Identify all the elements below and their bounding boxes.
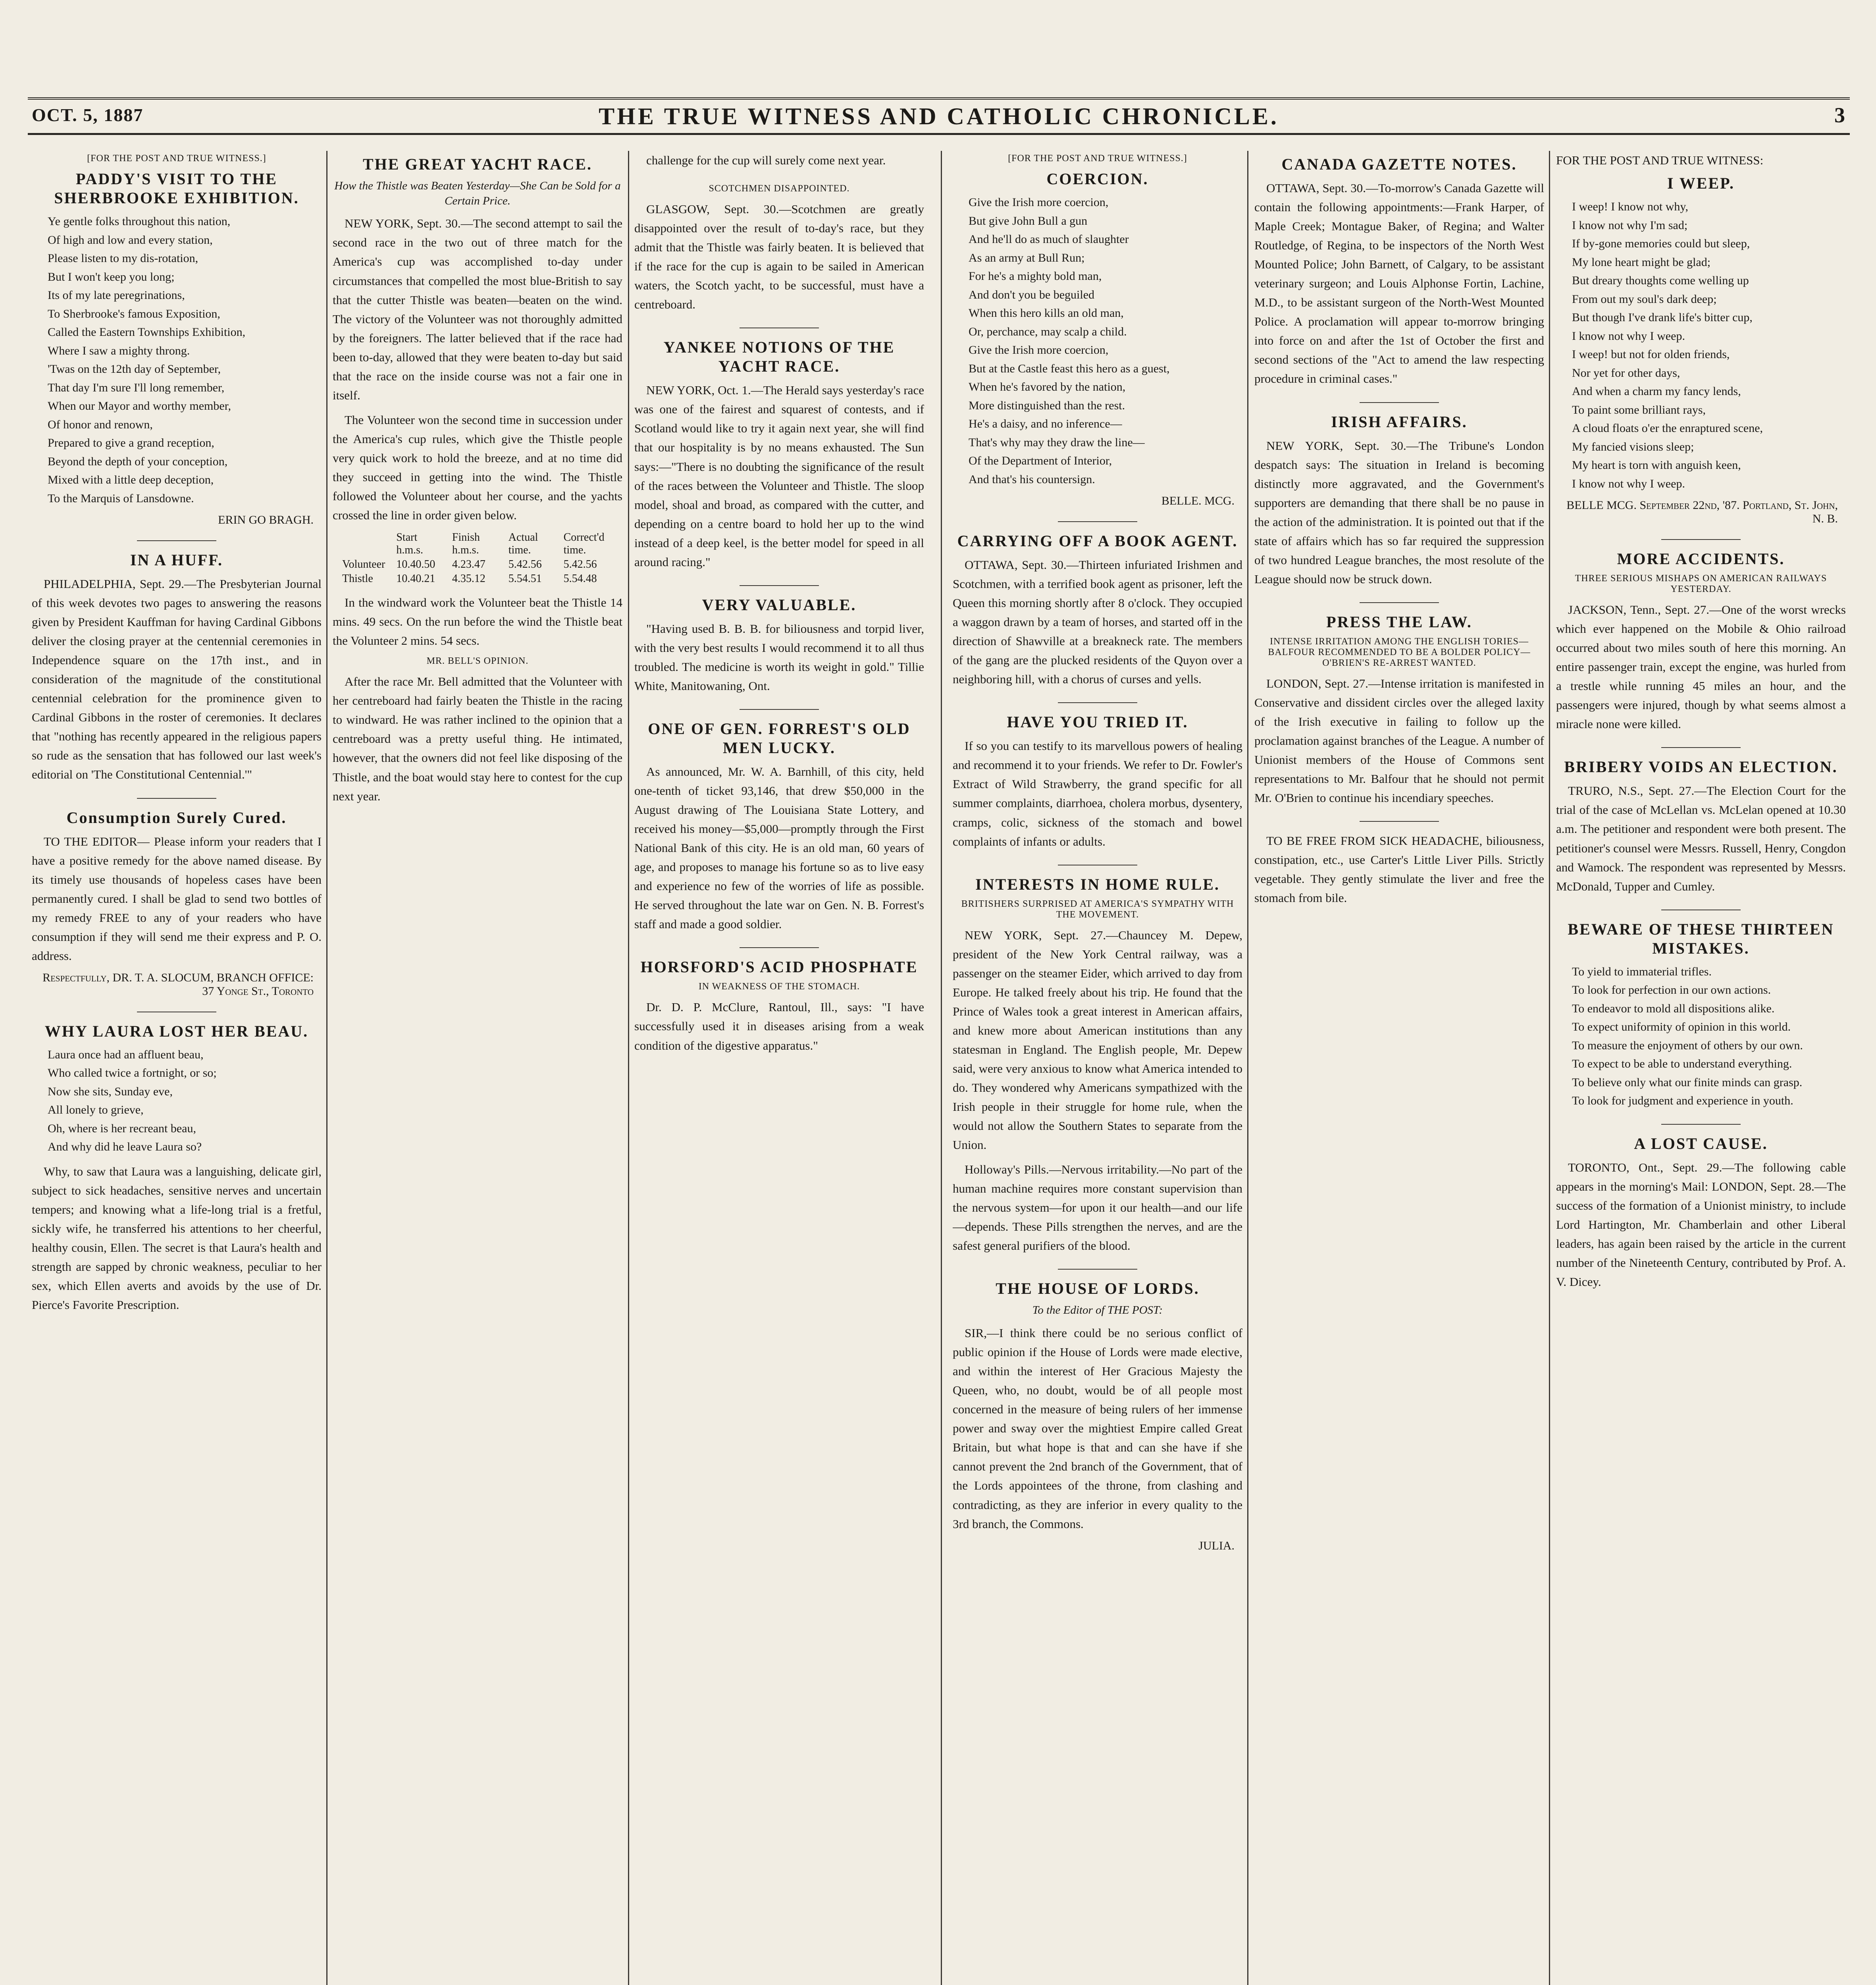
poem-line: For he's a mighty bold man, [969, 270, 1102, 283]
article-home-rule [953, 875, 1242, 1256]
poem-line: Called the Eastern Townships Exhibition, [48, 326, 246, 339]
article-kicker: FOR THE POST AND TRUE WITNESS: [1556, 153, 1764, 167]
article-headline: VERY VALUABLE. [702, 596, 857, 614]
poem-line: But give John Bull a gun [969, 214, 1088, 227]
article-body: NEW YORK, Oct. 1.—The Herald says yesterday's race was one of the fairest and squarest of contests, and if Scotland would like to try it again next year, she will find that our hospitality is by no means exhausted. The Sun says:—"There is no doubting the significance of the result of the races between the Volunteer and Thistle. The sloop model, shoal and broad, as compared with the cutter, and depending on a centre board to hold her up to the wind instead of a deep keel, is the better model for speed in all around racing." [634, 383, 924, 569]
table-cell: 10.40.50 [396, 558, 435, 571]
poem-line: But I won't keep you long; [48, 270, 175, 283]
poem-line: As an army at Bull Run; [969, 251, 1085, 264]
article-divider [1661, 747, 1741, 748]
poem-line: Of high and low and every station, [48, 233, 213, 247]
poem-line: Of the Department of Interior, [969, 454, 1112, 467]
poem-line: And why did he leave Laura so? [48, 1140, 202, 1154]
article-headline: IRISH AFFAIRS. [1331, 412, 1468, 431]
poem-line: That day I'm sure I'll long remember, [48, 381, 225, 394]
poem-line: Its of my late peregrinations, [48, 289, 185, 302]
article-sick-headache [1254, 831, 1544, 908]
article-body: NEW YORK, Sept. 30.—The second attempt to sail the second race in the two out of three match for the America's cup was accomplished to-day under circumstances that compelled the most blue-British to say that the cutter Thistle was beaten—beaten on the wind. The victory of the Volunteer was not thoroughly admitted by the foreigners. The latter believed that if the race had been to-day, allowed that they were beaten to-day but said that the race on the inside course was not a fair one in itself. [333, 216, 622, 402]
column-2 [333, 151, 622, 1985]
column-6 [1556, 151, 1846, 1985]
article-headline: ONE OF GEN. FORREST'S OLD MEN LUCKY. [648, 719, 911, 757]
table-header-row [337, 530, 622, 557]
poem-line: Ye gentle folks throughout this nation, [48, 215, 231, 228]
table-cell: Thistle [342, 572, 373, 585]
article-divider [137, 798, 216, 799]
poem-line: And don't you be beguiled [969, 288, 1095, 301]
article-divider [1360, 821, 1439, 822]
article-divider [1661, 539, 1741, 540]
table-cell: 5.54.48 [563, 572, 597, 585]
poem [1572, 198, 1846, 493]
poem-line: Laura once had an affluent beau, [48, 1048, 204, 1061]
article-signature: JULIA. [1198, 1539, 1235, 1552]
mistakes-list [1572, 963, 1846, 1110]
table-header: Finish h.m.s. [452, 531, 480, 557]
article-headline: CANADA GAZETTE NOTES. [1281, 155, 1517, 173]
masthead [28, 97, 1850, 135]
article-lost-cause [1556, 1134, 1846, 1291]
article-headline: CARRYING OFF A BOOK AGENT. [957, 532, 1238, 550]
masthead-top-rule [28, 97, 1850, 100]
article-headline: YANKEE NOTIONS OF THE YACHT RACE. [663, 338, 895, 376]
list-item: To expect to be able to understand everything. [1572, 1057, 1792, 1071]
poem-line: Nor yet for other days, [1572, 366, 1680, 380]
column-rule [941, 151, 942, 1985]
article-headline: MORE ACCIDENTS. [1617, 550, 1785, 568]
article-headline: BRIBERY VOIDS AN ELECTION. [1564, 758, 1838, 776]
column-3 [634, 151, 924, 1985]
article-headline: HORSFORD'S ACID PHOSPHATE [640, 958, 918, 976]
article-headline: IN A HUFF. [130, 551, 223, 569]
article-scotchmen [634, 183, 924, 314]
article-kicker: [FOR THE POST AND TRUE WITNESS.] [1008, 153, 1187, 164]
article-subhead: INTENSE IRRITATION AMONG THE ENGLISH TORIES—BALFOUR RECOMMENDED TO BE A BOLDER POLICY—O'BRIEN'S RE-ARREST WANTED. [1268, 636, 1531, 668]
article-body: TORONTO, Ont., Sept. 29.—The following cable appears in the morning's Mail: LONDON, Sept. 28.—The success of the formation of a Unionist ministry, to include Lord Hartington, Mr. Chamberlain and other Liberal leaders, has again been raised by the article in the current number of the Nineteenth Century, contributed by Prof. A. V. Dicey. [1556, 1160, 1846, 1289]
article-divider [1058, 702, 1137, 703]
article-divider [1360, 402, 1439, 403]
table-cell: 4.35.12 [452, 572, 485, 585]
column-1 [32, 151, 322, 1985]
article-body: NEW YORK, Sept. 30.—The Tribune's London despatch says: The situation in Ireland is becoming distinctly more aggravated, and the Government's supporters are demanding that there shall be no pause in the action of the administration. It is pointed out that if the state of affairs which has so far required the suppression of two hundred League branches, the most resolute of the League should now be struck down. [1254, 438, 1544, 586]
article-signature: BELLE MCG. September 22nd, '87. Portland, St. John, N. B. [1566, 499, 1838, 526]
article-body: The Volunteer won the second time in succession under the America's cup rules, which give the Thistle people very quick work to hold the breeze, and at no time did they succeed in getting into the wind. The Thistle followed the Volunteer about her course, and the yachts crossed the line in order given below. [333, 412, 622, 522]
table-header: Actual time. [508, 531, 538, 557]
table-row [337, 572, 622, 586]
poem-line: Now she sits, Sunday eve, [48, 1085, 173, 1098]
poem [48, 1046, 322, 1156]
article-continued [634, 151, 924, 170]
list-item: To endeavor to mold all dispositions alike. [1572, 1002, 1775, 1015]
list-item: To believe only what our finite minds can grasp. [1572, 1075, 1803, 1089]
article-headline: I WEEP. [1667, 174, 1735, 193]
article-headline: HAVE YOU TRIED IT. [1007, 713, 1188, 731]
article-body: NEW YORK, Sept. 27.—Chauncey M. Depew, president of the New York Central railway, was a passenger on the steamer Eider, which arrived to day from Europe. He talked freely about his trip. He found that the Prince of Wales took a great interest in American affairs, and knew more about American institutions than any statesman in England. The English people, Mr. Depew said, were very anxious to know what America intended to do. They wondered why Americans sympathized with the Irish people in their struggle for home rule, when the would not allow the Southern States to separate from the Union. [953, 928, 1242, 1152]
article-body: If so you can testify to its marvellous powers of healing and recommend it to your friends. We refer to Dr. Fowler's Extract of Wild Strawberry, the grand specific for all summer complaints, diarrhoea, cholera morbus, dysentery, cramps, colic, sickness of the stomach and bowel complaints of infants or adults. [953, 739, 1242, 848]
poem-line: But dreary thoughts come welling up [1572, 274, 1749, 287]
poem [48, 212, 322, 508]
race-times-table [337, 530, 622, 586]
article-body: "Having used B. B. B. for biliousness and torpid liver, with the very best results I would recommend it to all thus troubled. The medicine is worth its weight in gold." Tillie White, Manitowaning, Ont. [634, 621, 924, 693]
article-book-agent [953, 532, 1242, 689]
article-headline: PRESS THE LAW. [1326, 613, 1472, 631]
article-body: TO THE EDITOR— Please inform your readers that I have a positive remedy for the above named disease. By its timely use thousands of hopeless cases have been permanently cured. I shall be glad to send two bottles of my remedy FREE to any of your readers who have consumption if they will send me their express and P. O. address. [32, 834, 322, 963]
list-item: To look for perfection in our own actions. [1572, 983, 1771, 997]
poem-line: That's why may they draw the line— [969, 436, 1145, 449]
article-more-accidents [1556, 549, 1846, 734]
article-paddys-visit [32, 153, 322, 527]
article-canada-gazette [1254, 155, 1544, 389]
article-yankee-notions [634, 338, 924, 571]
poem-line: I know not why I'm sad; [1572, 218, 1688, 232]
poem-line: To Sherbrooke's famous Exposition, [48, 307, 220, 320]
table-header: Start h.m.s. [396, 531, 424, 557]
article-very-valuable [634, 596, 924, 696]
table-row [337, 557, 622, 572]
table-header [337, 530, 391, 557]
article-subhead: THREE SERIOUS MISHAPS ON AMERICAN RAILWAYS YESTERDAY. [1575, 573, 1827, 595]
poem-line: When our Mayor and worthy member, [48, 399, 231, 412]
table-cell: 10.40.21 [396, 572, 435, 585]
article-forrest [634, 719, 924, 934]
article-coercion [953, 153, 1242, 508]
article-body: TRURO, N.S., Sept. 27.—The Election Court for the trial of the case of McLellan vs. McLelan opened at 10.30 a.m. The petitioner and respondent were both present. The petitioner's counsel were Messrs. Russell, Henry, Congdon and Wamock. The respondent was represented by Messrs. McDonald, Tupper and Cumley. [1556, 784, 1846, 893]
table-cell: Volunteer [342, 558, 385, 571]
article-body: Holloway's Pills.—Nervous irritability.—No part of the human machine requires more constant supervision than the nervous system—for upon it our health—and our life—depends. These Pills strengthen the nerves, and are the safest general purifiers of the blood. [953, 1162, 1242, 1253]
list-item: To look for judgment and experience in youth. [1572, 1094, 1793, 1108]
poem-line: And that's his countersign. [969, 472, 1095, 486]
poem-line: Mixed with a little deep deception, [48, 473, 214, 486]
article-body: challenge for the cup will surely come next year. [646, 153, 886, 167]
poem-line: From out my soul's dark deep; [1572, 292, 1717, 306]
poem-line: I know not why I weep. [1572, 477, 1685, 490]
poem-line: Or, perchance, may scalp a child. [969, 325, 1127, 338]
article-body: OTTAWA, Sept. 30.—Thirteen infuriated Irishmen and Scotchmen, with a terrified book agent as prisoner, left the Queen this morning shortly after 8 o'clock. They occupied a waggon drawn by a team of horses, and started off in the direction of Shawville at a breakneck rate. The members of the gang are the plucked residents of the Quyon over a neighboring hill, with a chorus of curses and yells. [953, 558, 1242, 686]
article-headline: INTERESTS IN HOME RULE. [975, 875, 1220, 893]
poem-line: To the Marquis of Lansdowne. [48, 491, 194, 505]
article-i-weep [1556, 151, 1846, 526]
column-rule [1549, 151, 1550, 1985]
article-in-a-huff [32, 551, 322, 784]
article-divider [1360, 602, 1439, 603]
article-press-the-law [1254, 613, 1544, 807]
poem-line: When this hero kills an old man, [969, 306, 1124, 320]
article-kicker: [FOR THE POST AND TRUE WITNESS.] [87, 153, 266, 164]
article-house-of-lords [953, 1279, 1242, 1552]
article-body: Why, to saw that Laura was a languishing, delicate girl, subject to sick headaches, sensitive nerves and uncertain tempers; and knowing what a life-long trial is a fretful, sickly wife, he transferred his attentions to her cheerful, healthy cousin, Ellen. The secret is that Laura's health and strength are sapped by chronic weakness, peculiar to her sex, which Ellen averts and avoids by the use of Dr. Pierce's Favorite Prescription. [32, 1164, 322, 1312]
article-have-you-tried [953, 713, 1242, 851]
article-body: LONDON, Sept. 27.—Intense irritation is manifested in Conservative and dissident circles over the alleged laxity of the Irish executive in failing to follow up the proclamation against branches of the League. A number of Unionist members of the House of Commons sent representations to Mr. Balfour that he should not permit Mr. O'Brien to continue his incendiary speeches. [1254, 676, 1544, 805]
article-headline: THE GREAT YACHT RACE. [363, 155, 592, 173]
issue-date: OCT. 5, 1887 [32, 105, 144, 125]
article-subhead: How the Thistle was Beaten Yesterday—She Can be Sold for a Certain Price. [334, 179, 621, 207]
poem-line: If by-gone memories could but sleep, [1572, 237, 1750, 251]
poem-line: More distinguished than the rest. [969, 399, 1125, 412]
list-item: To yield to immaterial trifles. [1572, 965, 1712, 978]
poem-line: And he'll do as much of slaughter [969, 233, 1129, 246]
article-body: GLASGOW, Sept. 30.—Scotchmen are greatly disappointed over the result of to-day's race, but they admit that the Thistle was fairly beaten. It is believed that if the race for the cup is again to be sailed in American waters, the Scotch yacht, to be successful, must have a centreboard. [634, 202, 924, 312]
article-headline: A LOST CAUSE. [1634, 1134, 1768, 1152]
poem-line: Give the Irish more coercion, [969, 196, 1109, 209]
poem-line: To paint some brilliant rays, [1572, 403, 1706, 416]
column-rule [628, 151, 629, 1985]
poem-line: Where I saw a mighty throng. [48, 344, 190, 357]
article-divider [1661, 1124, 1741, 1125]
page-number: 3 [1834, 103, 1845, 127]
article-body: JACKSON, Tenn., Sept. 27.—One of the worst wrecks which ever happened on the Mobile & Ohio railroad occurred about two miles south of here this morning. An entire passenger train, except the engine, was hurled from a trestle while running 45 miles an hour, and the passengers were injured, though by what seems almost a miracle none were killed. [1556, 603, 1846, 731]
table-cell: 4.23.47 [452, 558, 485, 571]
list-item: To expect uniformity of opinion in this world. [1572, 1020, 1791, 1034]
article-body: As announced, Mr. W. A. Barnhill, of this city, held one-tenth of ticket 93,146, that drew $50,000 in the August drawing of The Louisiana State Lottery, and received his money—$5,000—promptly through the First National Bank of this city. He is an old man, 60 years of age, and proposes to manage his fortune so as to live easy and experience no few of the worries of life as possible. He served throughout the late war on Gen. N. B. Forrest's staff and made a good soldier. [634, 764, 924, 931]
article-horsford [634, 958, 924, 1055]
article-divider [1058, 1269, 1137, 1270]
column-rule [1247, 151, 1248, 1985]
article-headline: THE HOUSE OF LORDS. [996, 1280, 1200, 1298]
column-rule [326, 151, 327, 1985]
column-5 [1254, 151, 1544, 1985]
article-divider [1058, 521, 1137, 522]
article-body: OTTAWA, Sept. 30.—To-morrow's Canada Gazette will contain the following appointments:—Frank Harper, of Maple Creek; Montague Baker, of Regina; and Walter Routledge, of Regina, to be inspectors of the North West Mounted Police; John Barnett, of Calgary, to be assistant veterinary surgeon; and Louis Alphonse Fortin, Lachine, M.D., to be assistant surgeon of the North-West Mounted Police. A proclamation will appear to-morrow bringing into force on and after the 1st of October the first and second sections of the "Act to amend the law respecting procedure in criminal cases." [1254, 181, 1544, 386]
article-body: After the race Mr. Bell admitted that the Volunteer with her centreboard had fairly beaten the Thistle in the racing to windward. He was rather inclined to the opinion that a centreboard was a pretty useful thing. He intimated, however, that the owners did not feel like disposing of the Thistle, and the boat would stay here to contest for the cup next year. [333, 675, 622, 803]
article-divider [137, 540, 216, 541]
table-header: Correct'd time. [563, 531, 605, 557]
article-consumption [32, 808, 322, 998]
article-body: SIR,—I think there could be no serious conflict of public opinion if the House of Lords were made elective, and within the interest of Her Gracious Majesty the Queen, who, no doubt, would be of all people most concerned in the measure of being rulers of her immense power and sway over the mightiest Empire called Great Britain, but what hope is that and can she have if she cannot prevent the 2nd branch of the Government, that of the Lords appointees of the throne, from clashing and contradicting, as they are inferior in every quality to the 3rd branch, the Commons. [953, 1326, 1242, 1531]
article-irish-affairs [1254, 412, 1544, 589]
table-cell: 5.42.56 [508, 558, 542, 571]
poem-line: A cloud floats o'er the enraptured scene, [1572, 422, 1763, 435]
article-body: In the windward work the Volunteer beat the Thistle 14 mins. 49 secs. On the run before the wind the Thistle beat the Volunteer 2 mins. 54 secs. [333, 596, 622, 648]
article-headline: COERCION. [1046, 170, 1149, 188]
article-body: PHILADELPHIA, Sept. 29.—The Presbyterian Journal of this week devotes two pages to answering the reasons given by President Kauffman for having Cardinal Gibbons deliver the closing prayer at the centennial ceremonies in Independence square on the 17th inst., and in consideration of the magnitude of the constitutional centennial celebration for the prominence given to Cardinal Gibbons in the roster of ceremonies. It declares that "nothing has recently appeared in the religious papers so rude as the sensation that has followed our last week's editorial on 'The Constitutional Centennial.'" [32, 577, 322, 782]
column-4 [953, 151, 1242, 1985]
poem-line: My heart is torn with anguish keen, [1572, 459, 1741, 472]
article-subhead: MR. BELL'S OPINION. [426, 656, 529, 667]
article-signature: Respectfully, DR. T. A. SLOCUM, BRANCH OFFICE: 37 Yonge St., Toronto [42, 971, 314, 998]
poem-line: My fancied visions sleep; [1572, 440, 1694, 453]
poem-line: Oh, where is her recreant beau, [48, 1122, 196, 1135]
article-divider [740, 585, 819, 586]
poem-line: Of honor and renown, [48, 418, 153, 431]
poem-line: I weep! I know not why, [1572, 200, 1688, 214]
article-body: Dr. D. P. McClure, Rantoul, Ill., says: "I have successfully used it in diseases arising from a weak condition of the digestive apparatus." [634, 1000, 924, 1052]
article-headline: BEWARE OF THESE THIRTEEN MISTAKES. [1568, 920, 1834, 957]
poem-line: 'Twas on the 12th day of September, [48, 362, 221, 376]
poem-line: Prepared to give a grand reception, [48, 436, 214, 449]
article-divider [740, 709, 819, 710]
poem-line: I know not why I weep. [1572, 329, 1685, 343]
poem-line: All lonely to grieve, [48, 1103, 144, 1117]
poem-line: My lone heart might be glad; [1572, 255, 1711, 269]
list-item: To measure the enjoyment of others by our own. [1572, 1039, 1803, 1052]
table-cell: 5.42.56 [563, 558, 597, 571]
article-bribery [1556, 757, 1846, 896]
article-divider [740, 947, 819, 948]
poem-line: When he's favored by the nation, [969, 380, 1126, 393]
article-thirteen-mistakes [1556, 920, 1846, 1110]
article-great-yacht-race [333, 155, 622, 806]
poem-line: Beyond the depth of your conception, [48, 455, 228, 468]
poem-line: But at the Castle feast this hero as a guest, [969, 362, 1170, 375]
poem-line: I weep! but not for olden friends, [1572, 348, 1730, 361]
article-signature: BELLE. MCG. [1161, 494, 1235, 507]
poem-line: Please listen to my dis-rotation, [48, 252, 198, 265]
article-body: TO BE FREE FROM SICK HEADACHE, biliousness, constipation, etc., use Carter's Little Liver Pills. Strictly vegetable. They gently stimulate the liver and free the stomach from bile. [1254, 834, 1544, 905]
newspaper-title: THE TRUE WITNESS AND CATHOLIC CHRONICLE. [599, 103, 1279, 129]
poem-line: But though I've drank life's bitter cup, [1572, 311, 1753, 324]
poem-line: And when a charm my fancy lends, [1572, 385, 1741, 398]
article-headline: WHY LAURA LOST HER BEAU. [44, 1022, 309, 1040]
poem-line: Give the Irish more coercion, [969, 343, 1109, 357]
article-subhead: BRITISHERS SURPRISED AT AMERICA'S SYMPATHY WITH THE MOVEMENT. [961, 898, 1234, 920]
article-subhead: SCOTCHMEN DISAPPOINTED. [709, 183, 850, 194]
article-subhead: To the Editor of THE POST: [1032, 1304, 1163, 1317]
article-subhead: IN WEAKNESS OF THE STOMACH. [698, 981, 860, 992]
masthead-bottom-rule [28, 133, 1850, 135]
poem [969, 193, 1242, 489]
article-why-laura [32, 1022, 322, 1314]
article-signature: ERIN GO BRAGH. [218, 513, 314, 526]
poem-line: Who called twice a fortnight, or so; [48, 1066, 217, 1080]
table-cell: 5.54.51 [508, 572, 542, 585]
article-headline: PADDY'S VISIT TO THE SHERBROOKE EXHIBITION. [54, 170, 299, 207]
article-headline: Consumption Surely Cured. [66, 808, 287, 827]
poem-line: He's a daisy, and no inference— [969, 417, 1122, 430]
